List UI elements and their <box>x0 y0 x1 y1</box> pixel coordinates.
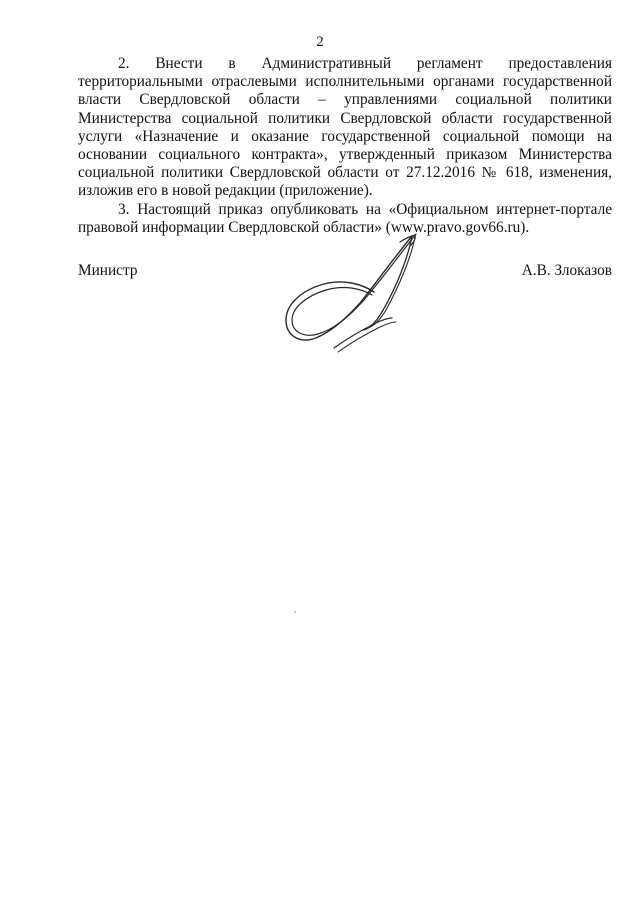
signer-title: Министр <box>78 262 138 279</box>
page-number: 2 <box>316 34 324 50</box>
handwritten-signature-icon <box>278 228 428 358</box>
scan-speck <box>294 611 296 613</box>
paragraph-2: 2. Внести в Административный регламент предоставления территориальными отраслевыми исполнительными органами государственной власти Свердловской области – управлениями социальной политики Министерства социальной политики Свердловской области государственной услуги «Назначение и оказание государственной социальной помощи на основании социального контракта», утвержденный приказом Министерства социальной политики Свердловской области от 27.12.2016 № 618, изменения, изложив его в новой редакции (приложение). <box>78 55 612 200</box>
signer-name: А.В. Злоказов <box>521 262 612 279</box>
document-body <box>78 55 612 237</box>
paragraph-3: 3. Настоящий приказ опубликовать на «Официальном интернет-портале правовой информации Свердловской области» (www.pravo.gov66.ru). <box>78 200 612 236</box>
